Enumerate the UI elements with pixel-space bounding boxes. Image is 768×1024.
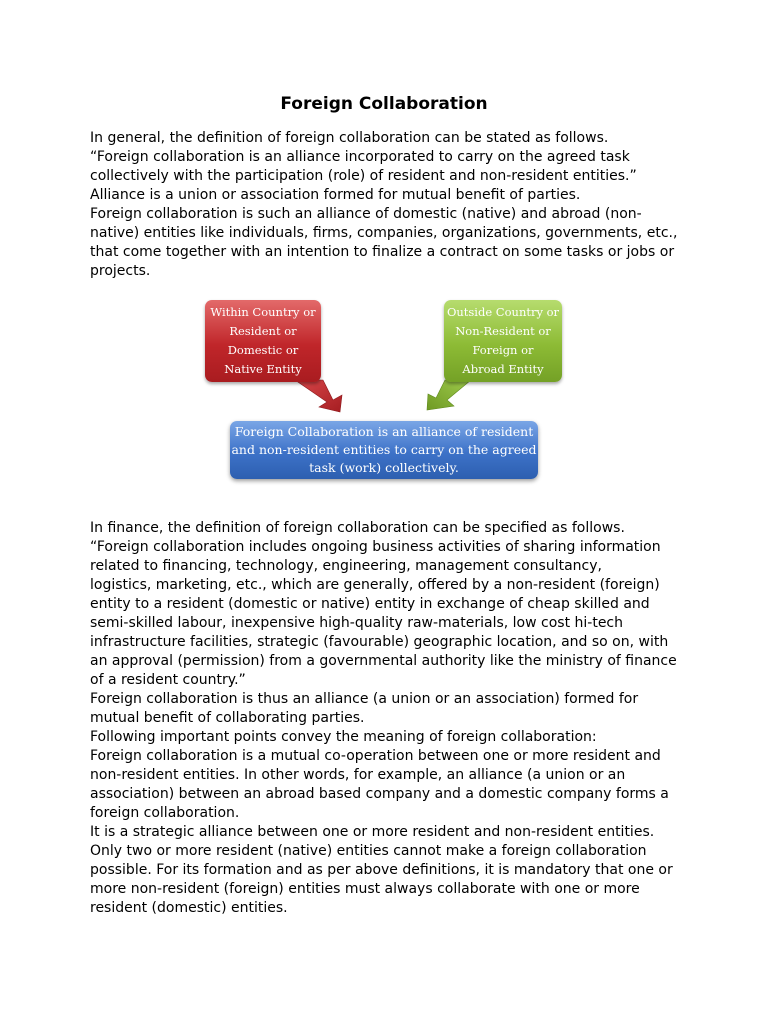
nonresident-entity-box [444, 300, 562, 382]
text-line: related to financing, technology, engineering, management consultancy, [90, 558, 602, 574]
box-line: Native Entity [224, 362, 302, 376]
box-line: and non-resident entities to carry on the agreed [231, 442, 537, 457]
text-line: semi-skilled labour, inexpensive high-quality raw-materials, low cost hi-tech [90, 615, 623, 631]
collaboration-diagram [195, 292, 560, 486]
text-line: an approval (permission) from a governmental authority like the ministry of finance [90, 653, 677, 669]
box-line: Abroad Entity [462, 362, 544, 376]
box-line: Non-Resident or [455, 324, 551, 338]
resident-arrow-icon [295, 380, 342, 412]
text-line: infrastructure facilities, strategic (favourable) geographic location, and so on, with [90, 634, 669, 650]
text-line: resident (domestic) entities. [90, 900, 288, 916]
box-line: task (work) collectively. [309, 460, 459, 475]
text-line: collectively with the participation (role) of resident and non-resident entities.” [90, 168, 637, 184]
text-line: more non-resident (foreign) entities must always collaborate with one or more [90, 881, 640, 897]
text-line: possible. For its formation and as per above definitions, it is mandatory that one or [90, 862, 673, 878]
text-line: “Foreign collaboration includes ongoing business activities of sharing information [90, 539, 661, 555]
box-line: Outside Country or [446, 305, 560, 319]
text-line: that come together with an intention to finalize a contract on some tasks or jobs or [90, 244, 675, 260]
text-line: Foreign collaboration is such an alliance of domestic (native) and abroad (non- [90, 206, 642, 222]
text-line: Only two or more resident (native) entities cannot make a foreign collaboration [90, 843, 647, 859]
text-line: association) between an abroad based company and a domestic company forms a [90, 786, 669, 802]
text-line: foreign collaboration. [90, 805, 240, 821]
text-line: projects. [90, 263, 151, 279]
text-line: Foreign collaboration is thus an alliance (a union or an association) formed for [90, 691, 639, 707]
box-line: Resident or [229, 324, 297, 338]
page-title: Foreign Collaboration [280, 94, 488, 114]
box-line: Within Country or [210, 305, 316, 319]
foreign-collaboration-box [230, 421, 538, 479]
text-line: In finance, the definition of foreign collaboration can be specified as follows. [90, 520, 625, 536]
finance-paragraph [90, 519, 680, 918]
box-line: Foreign or [472, 343, 534, 357]
text-line: non-resident entities. In other words, for example, an alliance (a union or an [90, 767, 626, 783]
intro-paragraph [90, 129, 680, 281]
nonresident-arrow-icon [427, 380, 471, 410]
text-line: It is a strategic alliance between one or more resident and non-resident entities. [90, 824, 655, 840]
text-line: mutual benefit of collaborating parties. [90, 710, 365, 726]
text-line: “Foreign collaboration is an alliance incorporated to carry on the agreed task [90, 149, 630, 165]
resident-entity-box [205, 300, 321, 382]
text-line: native) entities like individuals, firms, companies, organizations, governments, etc., [90, 225, 678, 241]
text-line: Following important points convey the meaning of foreign collaboration: [90, 729, 597, 745]
text-line: In general, the definition of foreign collaboration can be stated as follows. [90, 130, 609, 146]
text-line: logistics, marketing, etc., which are generally, offered by a non-resident (foreign) [90, 577, 660, 593]
text-line: entity to a resident (domestic or native) entity in exchange of cheap skilled and [90, 596, 650, 612]
text-line: Foreign collaboration is a mutual co-operation between one or more resident and [90, 748, 661, 764]
text-line: of a resident country.” [90, 672, 246, 688]
box-line: Foreign Collaboration is an alliance of resident [234, 424, 534, 439]
text-line: Alliance is a union or association formed for mutual benefit of parties. [90, 187, 581, 203]
box-line: Domestic or [227, 343, 299, 357]
